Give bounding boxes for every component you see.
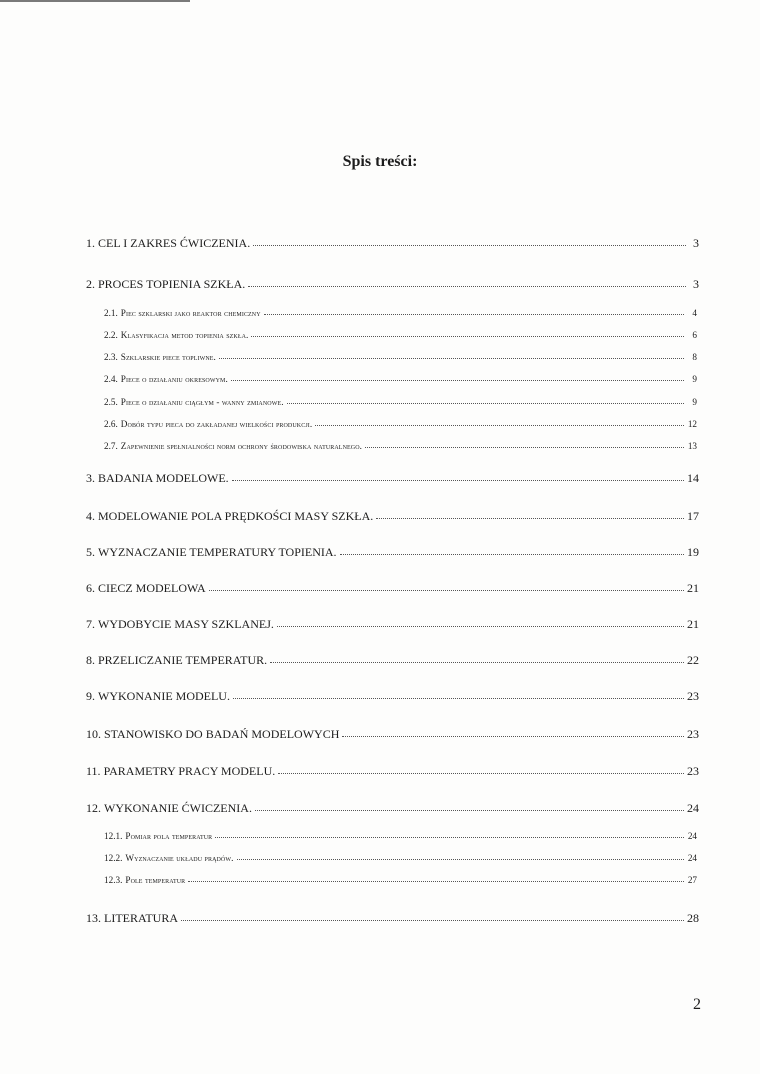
toc-dot-leader (277, 625, 684, 627)
toc-entry-page: 14 (687, 471, 699, 485)
toc-entry-page: 19 (687, 545, 699, 559)
toc-dot-leader (253, 244, 686, 246)
toc-entry-number: 12.1. (104, 831, 123, 841)
toc-entry-page: 21 (687, 617, 699, 631)
toc-entry (86, 801, 699, 816)
scan-edge (0, 0, 190, 2)
toc-entry-page: 8 (692, 352, 697, 362)
toc-entry-number: 6. (86, 581, 95, 595)
toc-entry-number: 4. (86, 509, 95, 523)
toc-entry (86, 277, 699, 292)
toc-entry-page: 23 (687, 764, 699, 778)
toc-entry-number: 12. (86, 801, 101, 815)
toc-entry-title: Szklarskie piece topliwne. (120, 352, 216, 362)
toc-entry (86, 911, 699, 926)
toc-entry-page: 28 (687, 911, 699, 925)
toc-entry-page: 27 (687, 875, 697, 885)
toc-entry-title: MODELOWANIE POLA PRĘDKOŚCI MASY SZKŁA. (98, 509, 374, 523)
toc-entry (86, 236, 699, 251)
toc-entry (86, 764, 699, 779)
toc-entry-title: PARAMETRY PRACY MODELU. (103, 764, 276, 778)
toc-entry-title: Pomiar pola temperatur (125, 831, 213, 841)
toc-entry-page: 24 (687, 831, 697, 841)
toc-entry-page: 3 (693, 277, 699, 291)
toc-dot-leader (233, 697, 684, 699)
toc-dot-leader (251, 335, 684, 337)
toc-entry-page: 6 (692, 330, 697, 340)
toc-dot-leader (264, 313, 684, 315)
toc-entry-number: 2.1. (104, 308, 118, 318)
toc-dot-leader (255, 809, 684, 811)
toc-dot-leader (315, 424, 684, 426)
toc-entry-title: STANOWISKO DO BADAŃ MODELOWYCH (104, 727, 340, 741)
toc-entry-number: 11. (86, 764, 101, 778)
toc-entry-title: Dobór typu pieca do zakładanej wielkości produkcji. (120, 419, 313, 429)
toc-subentry (104, 330, 697, 340)
toc-entry-page: 17 (687, 509, 699, 523)
toc-entry-number: 2.2. (104, 330, 118, 340)
toc-subentry (104, 831, 697, 841)
toc-subentry (104, 853, 697, 863)
toc-subentry (104, 308, 697, 318)
toc-dot-leader (181, 919, 684, 921)
toc-entry-title: PRZELICZANIE TEMPERATUR. (98, 653, 268, 667)
toc-entry-title: BADANIA MODELOWE. (98, 471, 229, 485)
toc-entry-number: 12.3. (104, 875, 123, 885)
toc-entry (86, 545, 699, 560)
toc-entry-number: 7. (86, 617, 95, 631)
toc-dot-leader (215, 836, 684, 838)
toc-entry-number: 12.2. (104, 853, 123, 863)
toc-dot-leader (188, 880, 684, 882)
toc-entry-page: 12 (687, 419, 697, 429)
toc-entry-number: 2.3. (104, 352, 118, 362)
toc-entry-title: Pole temperatur (125, 875, 186, 885)
toc-subentry (104, 875, 697, 885)
toc-entry-number: 5. (86, 545, 95, 559)
toc-entry-page: 23 (687, 689, 699, 703)
toc-entry-title: WYKONANIE ĆWICZENIA. (104, 801, 252, 815)
toc-entry-page: 24 (687, 801, 699, 815)
toc-entry-title: CEL I ZAKRES ĆWICZENIA. (98, 236, 251, 250)
toc-entry-number: 3. (86, 471, 95, 485)
toc-entry-page: 9 (692, 397, 697, 407)
toc-dot-leader (237, 858, 684, 860)
toc-entry-title: WYDOBYCIE MASY SZKLANEJ. (98, 617, 274, 631)
toc-entry-page: 3 (693, 236, 699, 250)
toc-entry-page: 9 (692, 374, 697, 384)
toc-entry-page: 13 (687, 441, 697, 451)
toc-entry-title: Piec szklarski jako reaktor chemiczny (120, 308, 261, 318)
toc-dot-leader (287, 402, 684, 404)
toc-entry-page: 24 (687, 853, 697, 863)
toc-dot-leader (209, 589, 684, 591)
toc-entry-title: Klasyfikacja metod topienia szkła. (120, 330, 249, 340)
toc-dot-leader (219, 357, 684, 359)
toc-dot-leader (270, 661, 684, 663)
toc-entry-number: 2.7. (104, 441, 118, 451)
toc-entry-page: 23 (687, 727, 699, 741)
toc-dot-leader (365, 446, 684, 448)
toc-entry-title: Zapewnienie spełnialności norm ochrony środowiska naturalnego. (120, 441, 363, 451)
toc-entry-page: 22 (687, 653, 699, 667)
toc-entry-title: Wyznaczanie układu prądów. (125, 853, 234, 863)
toc-subentry (104, 374, 697, 384)
toc-entry-number: 1. (86, 236, 95, 250)
toc-entry-page: 4 (692, 308, 697, 318)
toc-entry (86, 653, 699, 668)
toc-entry-title: WYKONANIE MODELU. (98, 689, 230, 703)
toc-entry-number: 2. (86, 277, 95, 291)
toc-dot-leader (232, 479, 684, 481)
toc-entry-title: LITERATURA (104, 911, 178, 925)
toc-entry (86, 617, 699, 632)
toc-entry (86, 689, 699, 704)
toc-entry (86, 727, 699, 742)
toc-entry-number: 2.4. (104, 374, 118, 384)
page-number: 2 (693, 996, 701, 1013)
toc-subentry (104, 352, 697, 362)
toc-entry-number: 10. (86, 727, 101, 741)
toc-dot-leader (342, 735, 684, 737)
toc-entry-title: PROCES TOPIENIA SZKŁA. (98, 277, 246, 291)
toc-dot-leader (248, 285, 686, 287)
toc-entry-number: 13. (86, 911, 101, 925)
toc-entry-number: 8. (86, 653, 95, 667)
toc-entry-title: CIECZ MODELOWA (98, 581, 206, 595)
toc-entry-title: Piece o działaniu okresowym. (120, 374, 228, 384)
toc-subentry (104, 441, 697, 451)
toc-entry (86, 581, 699, 596)
toc-subentry (104, 397, 697, 407)
toc-entry (86, 509, 699, 524)
toc-dot-leader (231, 379, 684, 381)
toc-entry-number: 9. (86, 689, 95, 703)
toc-entry (86, 471, 699, 486)
toc-dot-leader (340, 553, 684, 555)
toc-entry-title: WYZNACZANIE TEMPERATURY TOPIENIA. (98, 545, 337, 559)
toc-entry-number: 2.6. (104, 419, 118, 429)
toc-dot-leader (376, 517, 684, 519)
toc-entry-page: 21 (687, 581, 699, 595)
toc-entry-title: Piece o działaniu ciągłym - wanny zmianowe. (120, 397, 284, 407)
toc-subentry (104, 419, 697, 429)
page-title: Spis treści: (342, 153, 418, 170)
toc-entry-number: 2.5. (104, 397, 118, 407)
toc-dot-leader (278, 772, 684, 774)
